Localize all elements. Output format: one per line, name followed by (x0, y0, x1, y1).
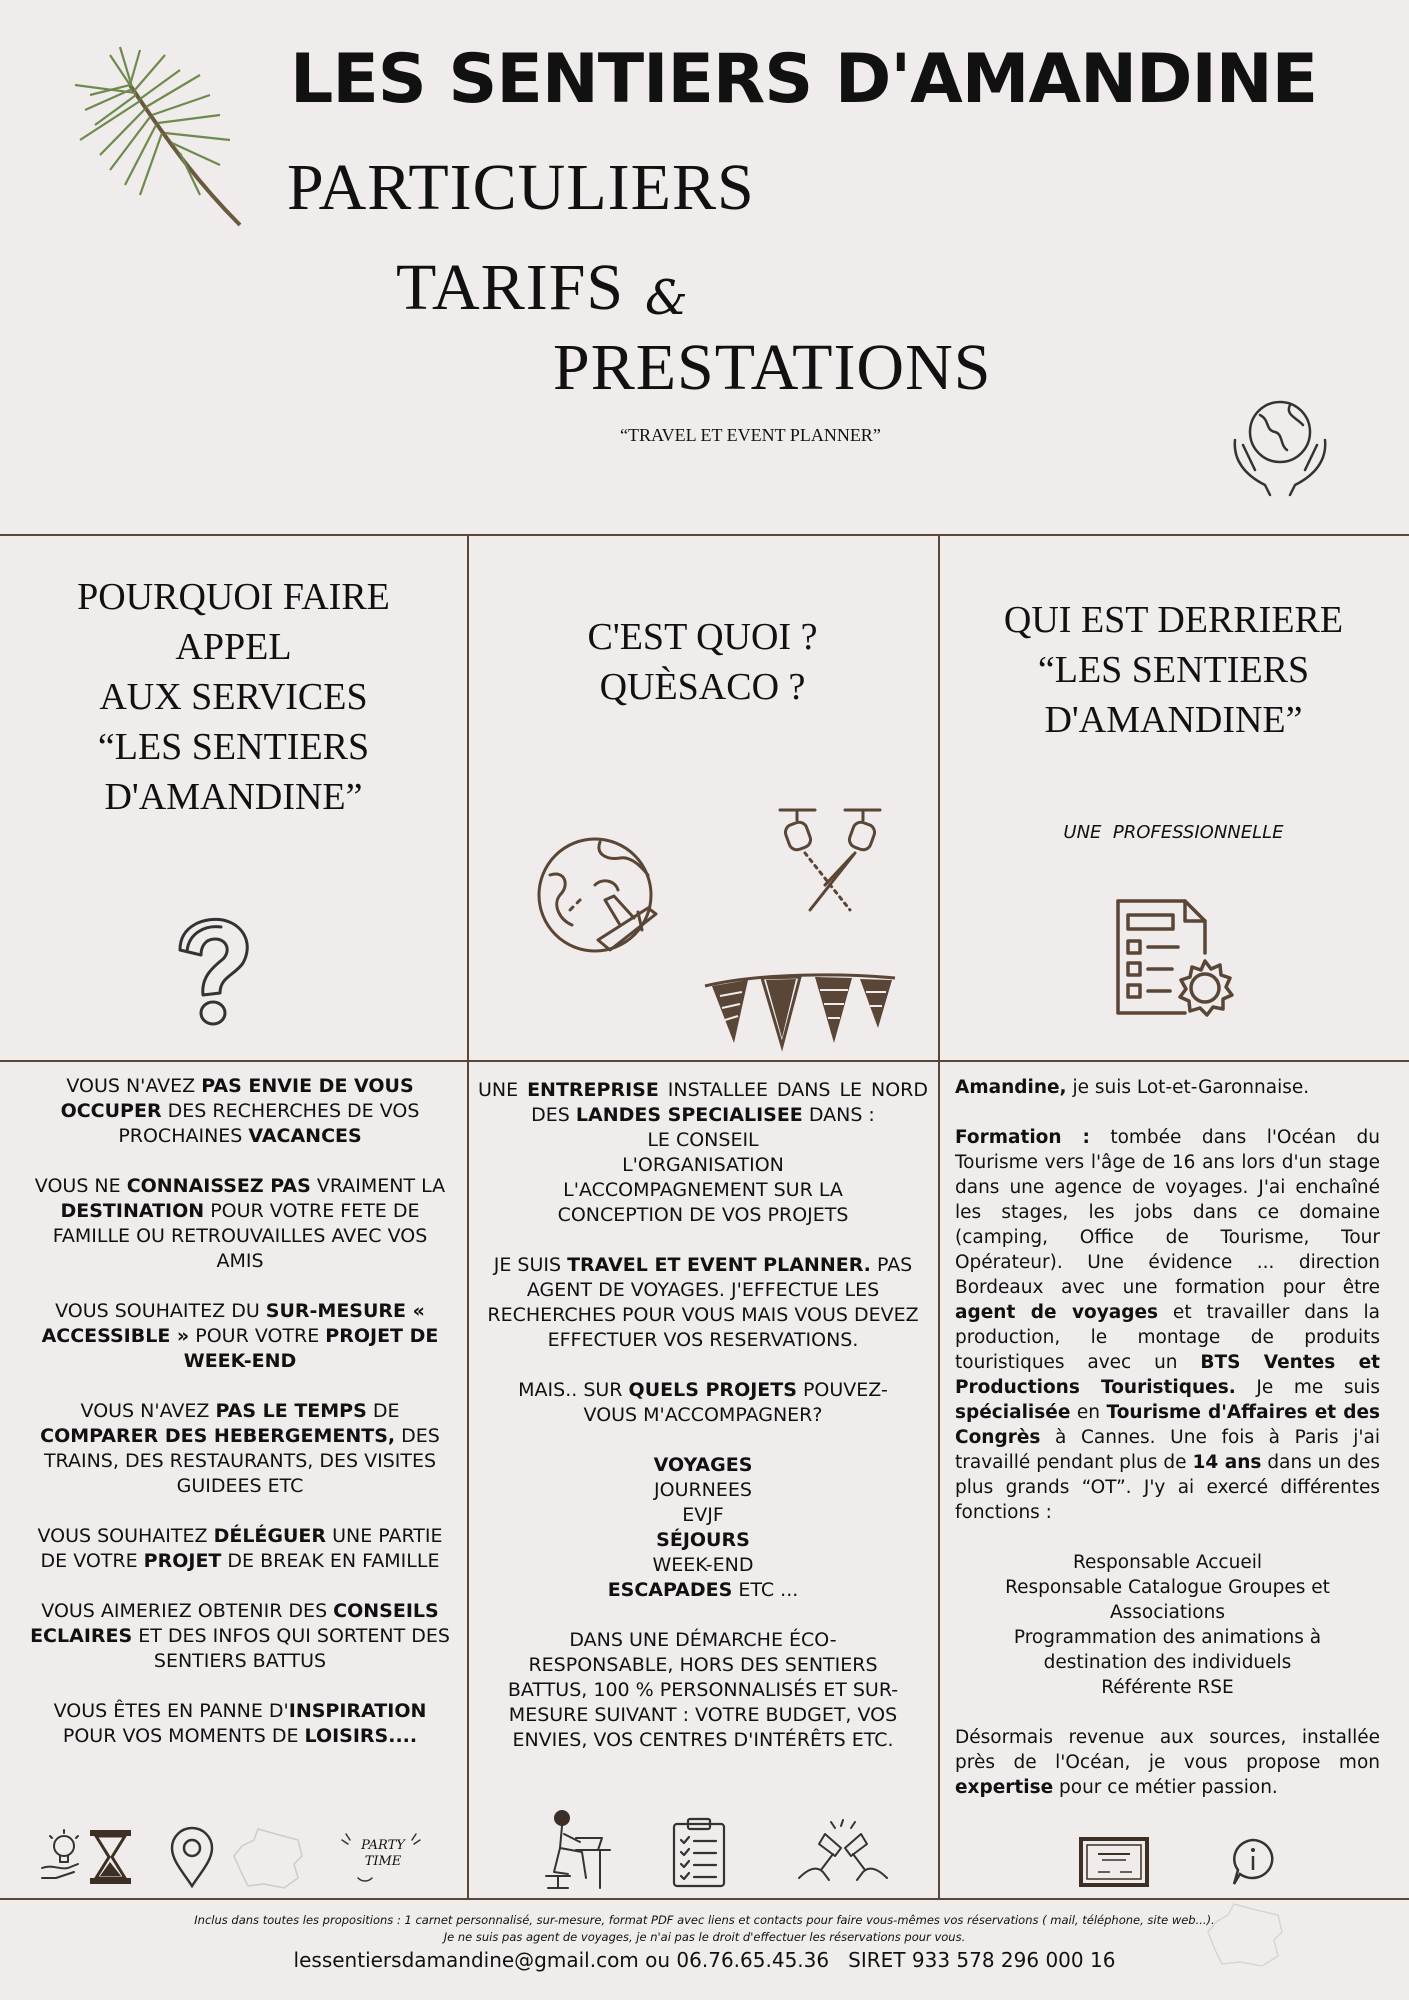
col1-para-6: VOUS AIMERIEZ OBTENIR DES CONSEILS ECLAIRES ET DES INFOS QUI SORTENT DES SENTIERS BATTUS (30, 1600, 450, 1672)
col3-roles (955, 1550, 1380, 1700)
col3-role-4: Référente RSE (1101, 1677, 1234, 1698)
col2-planner: JE SUIS TRAVEL ET EVENT PLANNER. PAS AGENT DE VOYAGES. J'EFFECTUE LES RECHERCHES POUR VOUS MAIS VOUS DEVEZ EFFECTUER VOS RESERVATIONS. (487, 1254, 919, 1351)
bunting-icon (700, 968, 900, 1058)
col2-project-journees: JOURNEES (654, 1479, 752, 1501)
globe-in-hands-icon (1225, 390, 1335, 500)
party-time-icon (338, 1830, 428, 1885)
col2-project-weekend: WEEK-END (652, 1554, 754, 1576)
col2-service-1: LE CONSEIL (647, 1129, 759, 1151)
col3-closing: Désormais revenue aux sources, installée près de l'Océan, je vous propose mon expertise pour ce métier passion. (955, 1727, 1380, 1798)
divider-middle (0, 1060, 1409, 1062)
col3-body (955, 1075, 1380, 1800)
party-time-text: PARTY TIME (361, 1838, 405, 1869)
col3-role-3: Programmation des animations à destination des individuels (1013, 1627, 1322, 1673)
header-particuliers: PARTICULIERS (287, 151, 755, 224)
col1-body (30, 1074, 450, 1774)
pine-branch-icon (70, 45, 260, 235)
col1-para-7: VOUS ÊTES EN PANNE D'INSPIRATION POUR VOS MOMENTS DE LOISIRS.... (53, 1700, 427, 1747)
col2-service-2: L'ORGANISATION (622, 1154, 784, 1176)
col1-para-4: VOUS N'AVEZ PAS LE TEMPS DE COMPARER DES HEBERGEMENTS, DES TRAINS, DES RESTAURANTS, DES VISITES GUIDEES ETC (40, 1400, 440, 1497)
col3-heading: QUI EST DERRIERE “LES SENTIERS D'AMANDINE” (1003, 599, 1344, 741)
header-tarifs: TARIFS (396, 251, 625, 324)
divider-top (0, 534, 1409, 536)
globe-plane-icon (530, 830, 670, 970)
lightbulb-hand-icon (38, 1828, 83, 1883)
header-tagline: “TRAVEL ET EVENT PLANNER” (620, 425, 881, 445)
toast-glasses-icon (795, 1818, 891, 1888)
col3-subtitle: UNE PROFESSIONNELLE (1063, 822, 1284, 843)
col2-service-3: L'ACCOMPAGNEMENT SUR LA CONCEPTION DE VOS PROJETS (557, 1179, 849, 1226)
footer-note-included: Inclus dans toutes les propositions : 1 carnet personnalisé, sur-mesure, format PDF avec liens et contacts pour faire vous-mêmes vos réservations ( mail, téléphone, site web...). (194, 1913, 1215, 1927)
footer-contact: lessentiersdamandine@gmail.com ou 06.76.65.45.36 SIRET 933 578 296 000 16 (293, 1948, 1116, 1972)
column-divider-1 (467, 534, 469, 1898)
col2-project-sejours: SÉJOURS (656, 1529, 750, 1551)
col2-heading: C'EST QUOI ? QUÈSACO ? (587, 616, 818, 708)
col3-intro: Amandine, je suis Lot-et-Garonnaise. (955, 1077, 1310, 1098)
col1-para-5: VOUS SOUHAITEZ DÉLÉGUER UNE PARTIE DE VOTRE PROJET DE BREAK EN FAMILLE (37, 1525, 443, 1572)
col2-intro: UNE ENTREPRISE INSTALLEE DANS LE NORD DES LANDES SPECIALISEE DANS : (478, 1079, 928, 1126)
col2-body (478, 1078, 928, 1753)
info-bubble-icon (1228, 1836, 1278, 1888)
woman-laptop-icon (540, 1808, 620, 1890)
col3-role-1: Responsable Accueil (1072, 1552, 1262, 1573)
diploma-icon (1078, 1836, 1150, 1888)
france-map-icon (228, 1826, 308, 1891)
hourglass-icon (88, 1828, 133, 1886)
header-ampersand: & (645, 270, 688, 326)
col3-role-2: Responsable Catalogue Groupes et Associations (1005, 1577, 1330, 1623)
col2-question: MAIS.. SUR QUELS PROJETS POUVEZ-VOUS M'ACCOMPAGNER? (518, 1379, 888, 1426)
brand-title: LES SENTIERS D'AMANDINE (290, 40, 1318, 119)
certificate-document-icon (1110, 893, 1240, 1023)
col2-project-evjf: EVJF (682, 1504, 724, 1526)
location-pin-icon (168, 1826, 216, 1888)
footer-note-agent: Je ne suis pas agent de voyages, je n'ai pas le droit d'effectuer les réservations pour vous. (443, 1930, 966, 1944)
col1-para-2: VOUS NE CONNAISSEZ PAS VRAIMENT LA DESTINATION POUR VOTRE FETE DE FAMILLE OU RETROUVAILLES AVEC VOS AMIS (34, 1175, 446, 1272)
col2-project-voyages: VOYAGES (653, 1454, 753, 1476)
clipboard-checklist-icon (670, 1816, 728, 1888)
divider-bottom (0, 1898, 1409, 1900)
col2-eco: DANS UNE DÉMARCHE ÉCO-RESPONSABLE, HORS DES SENTIERS BATTUS, 100 % PERSONNALISÉS ET SUR-MESURE SUIVANT : VOTRE BUDGET, VOS ENVIES, VOS CENTRES D'INTÉRÊTS ETC. (507, 1629, 899, 1751)
question-mark-icon (165, 915, 265, 1035)
col1-para-3: VOUS SOUHAITEZ DU SUR-MESURE « ACCESSIBLE » POUR VOTRE PROJET DE WEEK-END (41, 1300, 439, 1372)
col2-project-escapades: ESCAPADES ETC ... (607, 1579, 799, 1601)
col1-para-1: VOUS N'AVEZ PAS ENVIE DE VOUS OCCUPER DES RECHERCHES DE VOS PROCHAINES VACANCES (60, 1075, 420, 1147)
col1-heading: POURQUOI FAIRE APPEL AUX SERVICES “LES SENTIERS D'AMANDINE” (77, 576, 390, 818)
header-prestations: PRESTATIONS (553, 331, 992, 404)
col3-formation: Formation : tombée dans l'Océan du Tourisme vers l'âge de 16 ans lors d'un stage dans une agence de voyages. J'ai enchaîné les stages, les jobs dans ce domaine (camping, Office de Tourisme, Tour Opérateur). Une évidence ... direction Bordeaux avec une formation pour être agent de voyages et travailler dans la production, le montage de produits touristiques avec un BTS Ventes et Productions Touristiques. Je me suis spécialisée en Tourisme d'Affaires et des Congrès à Cannes. Une fois à Paris j'ai travaillé pendant plus de 14 ans dans un des plus grands “OT”. J'y ai exercé différentes fonctions : (955, 1127, 1381, 1523)
spotlights-icon (775, 805, 885, 915)
